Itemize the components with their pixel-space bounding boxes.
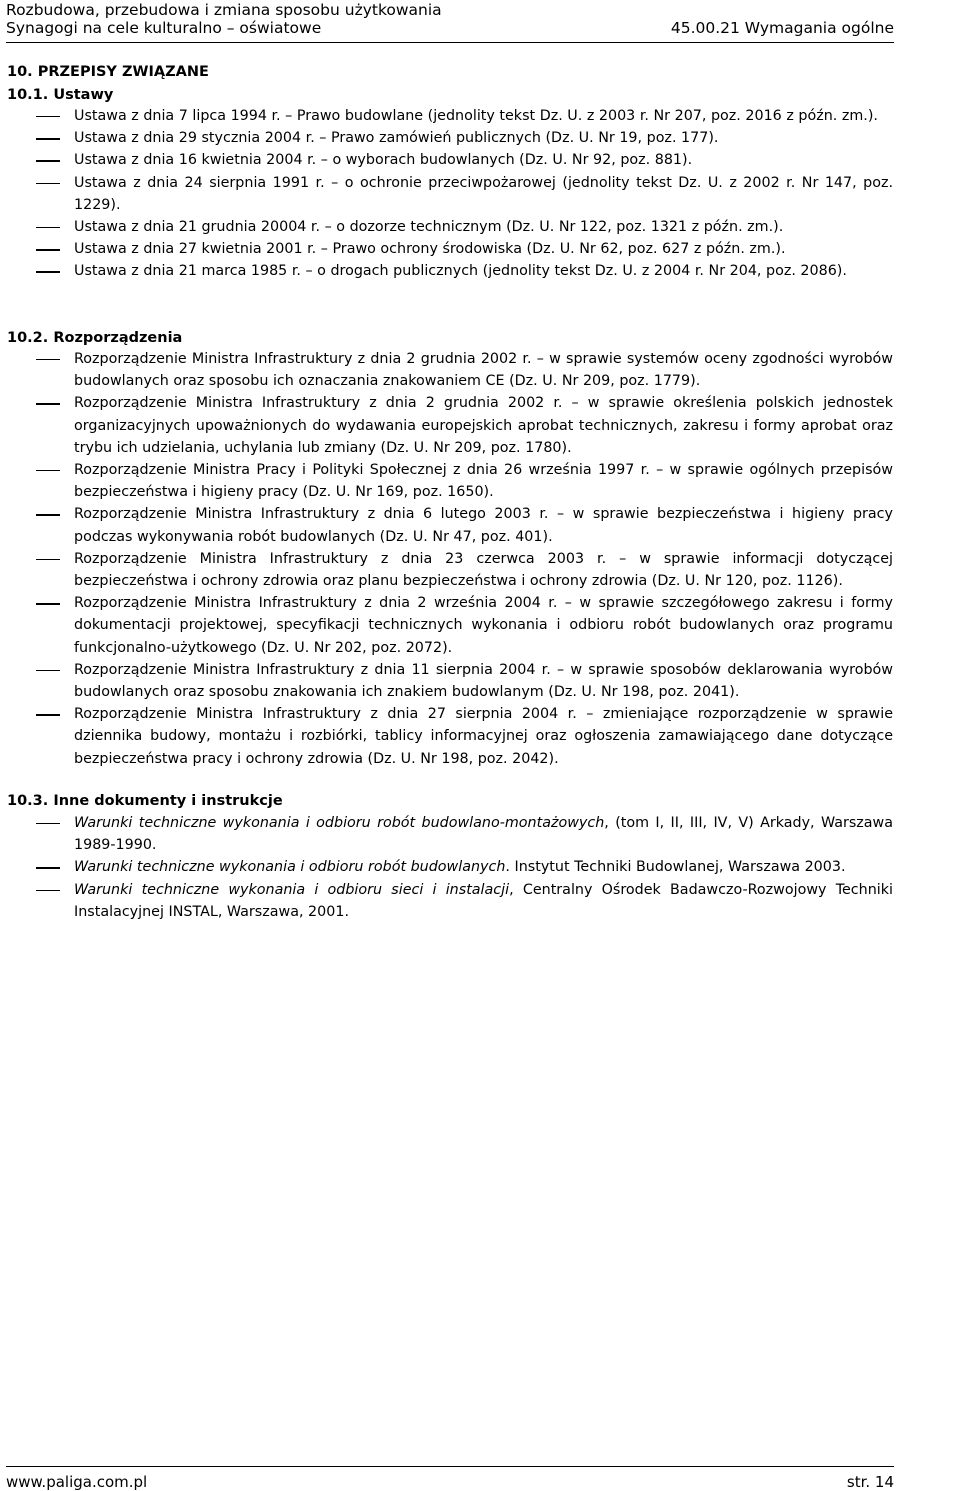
document-title: Warunki techniczne wykonania i odbioru robót budowlanych: [74, 859, 506, 876]
dash-bullet: [36, 116, 60, 117]
dash-bullet: [36, 227, 60, 228]
document-title: Warunki techniczne wykonania i odbioru sieci i instalacji: [74, 881, 510, 898]
list-item: Rozporządzenie Ministra Infrastruktury z dnia 23 czerwca 2003 r. – w sprawie informacji dotyczącej bezpieczeństwa i ochrony zdrowia oraz planu bezpieczeństwa i ochrony zdrowia (Dz. U. Nr 120, poz. 1126).: [74, 548, 893, 592]
dash-bullet: [36, 183, 60, 184]
list-item: Ustawa z dnia 7 lipca 1994 r. – Prawo budowlane (jednolity tekst Dz. U. z 2003 r. Nr 207, poz. 2016 z późn. zm.).: [74, 105, 893, 127]
list-item: Rozporządzenie Ministra Pracy i Polityki Społecznej z dnia 26 września 1997 r. – w sprawie ogólnych przepisów bezpieczeństwa i higieny pracy (Dz. U. Nr 169, poz. 1650).: [74, 459, 893, 503]
header-project-subtitle: Synagogi na cele kulturalno – oświatowe: [6, 19, 322, 37]
document-details: , Centralny Ośrodek Badawczo-Rozwojowy Techniki Instalacyjnej INSTAL, Warszawa, 2001.: [74, 881, 894, 920]
dash-bullet: [36, 138, 60, 139]
dash-bullet: [36, 890, 60, 891]
document-details: . Instytut Techniki Budowlanej, Warszawa 2003.: [505, 859, 846, 876]
dash-bullet: [36, 249, 60, 250]
dash-bullet: [36, 603, 60, 604]
chapter-heading: 10. PRZEPISY ZWIĄZANE: [7, 64, 209, 80]
document-title: Warunki techniczne wykonania i odbioru robót budowlano-montażowych: [74, 815, 605, 831]
section-heading-laws: 10.1. Ustawy: [7, 87, 114, 103]
dash-bullet: [36, 559, 60, 560]
list-item: [74, 812, 893, 856]
list-item: Ustawa z dnia 21 marca 1985 r. – o drogach publicznych (jednolity tekst Dz. U. z 2004 r. Nr 204, poz. 2086).: [74, 260, 893, 282]
list-item: Rozporządzenie Ministra Infrastruktury z dnia 6 lutego 2003 r. – w sprawie bezpieczeństwa i higieny pracy podczas wykonywania robót budowlanych (Dz. U. Nr 47, poz. 401).: [74, 503, 893, 547]
section-heading-regulations: 10.2. Rozporządzenia: [7, 330, 183, 346]
dash-bullet: [36, 160, 60, 161]
dash-bullet: [36, 823, 60, 824]
list-item: [74, 856, 893, 878]
dash-bullet: [36, 271, 60, 272]
section-heading-other-documents: 10.3. Inne dokumenty i instrukcje: [7, 793, 283, 809]
list-item: Rozporządzenie Ministra Infrastruktury z dnia 2 września 2004 r. – w sprawie szczegółowego zakresu i formy dokumentacji projektowej, specyfikacji technicznych wykonania i odbioru robót budowlanych oraz programu funkcjonalno-użytkowego (Dz. U. Nr 202, poz. 2072).: [74, 592, 893, 659]
footer-website: www.paliga.com.pl: [6, 1473, 148, 1491]
dash-bullet: [36, 867, 60, 868]
dash-bullet: [36, 403, 60, 404]
other-documents-list: [0, 812, 960, 923]
list-item: Ustawa z dnia 16 kwietnia 2004 r. – o wyborach budowlanych (Dz. U. Nr 92, poz. 881).: [74, 149, 893, 171]
list-item: Ustawa z dnia 27 kwietnia 2001 r. – Prawo ochrony środowiska (Dz. U. Nr 62, poz. 627 z późn. zm.).: [74, 238, 893, 260]
dash-bullet: [36, 714, 60, 715]
dash-bullet: [36, 470, 60, 471]
dash-bullet: [36, 670, 60, 671]
regulations-list: [0, 348, 960, 770]
list-item: Rozporządzenie Ministra Infrastruktury z dnia 2 grudnia 2002 r. – w sprawie określenia polskich jednostek organizacyjnych upoważnionych do wydawania europejskich aprobat technicznych, zakresu i formy aprobat oraz trybu ich udzielania, uchylania lub zmiany (Dz. U. Nr 209, poz. 1780).: [74, 392, 893, 459]
list-item: Ustawa z dnia 21 grudnia 20004 r. – o dozorze technicznym (Dz. U. Nr 122, poz. 1321 z późn. zm.).: [74, 216, 893, 238]
header-spec-code: 45.00.21 Wymagania ogólne: [670, 19, 894, 37]
laws-list: [0, 105, 960, 283]
dash-bullet: [36, 359, 60, 360]
list-item: Rozporządzenie Ministra Infrastruktury z dnia 11 sierpnia 2004 r. – w sprawie sposobów deklarowania wyrobów budowlanych oraz sposobu znakowania ich znakiem budowlanym (Dz. U. Nr 198, poz. 2041).: [74, 659, 893, 703]
page-header: [6, 0, 894, 43]
list-item: Ustawa z dnia 24 sierpnia 1991 r. – o ochronie przeciwpożarowej (jednolity tekst Dz. U. z 2002 r. Nr 147, poz. 1229).: [74, 172, 893, 216]
header-project-title: Rozbudowa, przebudowa i zmiana sposobu użytkowania: [6, 1, 442, 19]
list-item: Rozporządzenie Ministra Infrastruktury z dnia 2 grudnia 2002 r. – w sprawie systemów oceny zgodności wyrobów budowlanych oraz sposobu ich oznaczania znakowaniem CE (Dz. U. Nr 209, poz. 1779).: [74, 348, 893, 392]
dash-bullet: [36, 514, 60, 515]
list-item: [74, 879, 893, 923]
footer-page-number: str. 14: [846, 1473, 894, 1491]
footer-rule: [6, 1466, 894, 1467]
document-details: , (tom I, II, III, IV, V) Arkady, Warszawa 1989-1990.: [74, 815, 893, 854]
list-item: Rozporządzenie Ministra Infrastruktury z dnia 27 sierpnia 2004 r. – zmieniające rozporządzenie w sprawie dziennika budowy, montażu i rozbiórki, tablicy informacyjnej oraz ogłoszenia zamawiającego dane dotyczące bezpieczeństwa pracy i ochrony zdrowia (Dz. U. Nr 198, poz. 2042).: [74, 703, 893, 770]
list-item: Ustawa z dnia 29 stycznia 2004 r. – Prawo zamówień publicznych (Dz. U. Nr 19, poz. 177).: [74, 127, 893, 149]
